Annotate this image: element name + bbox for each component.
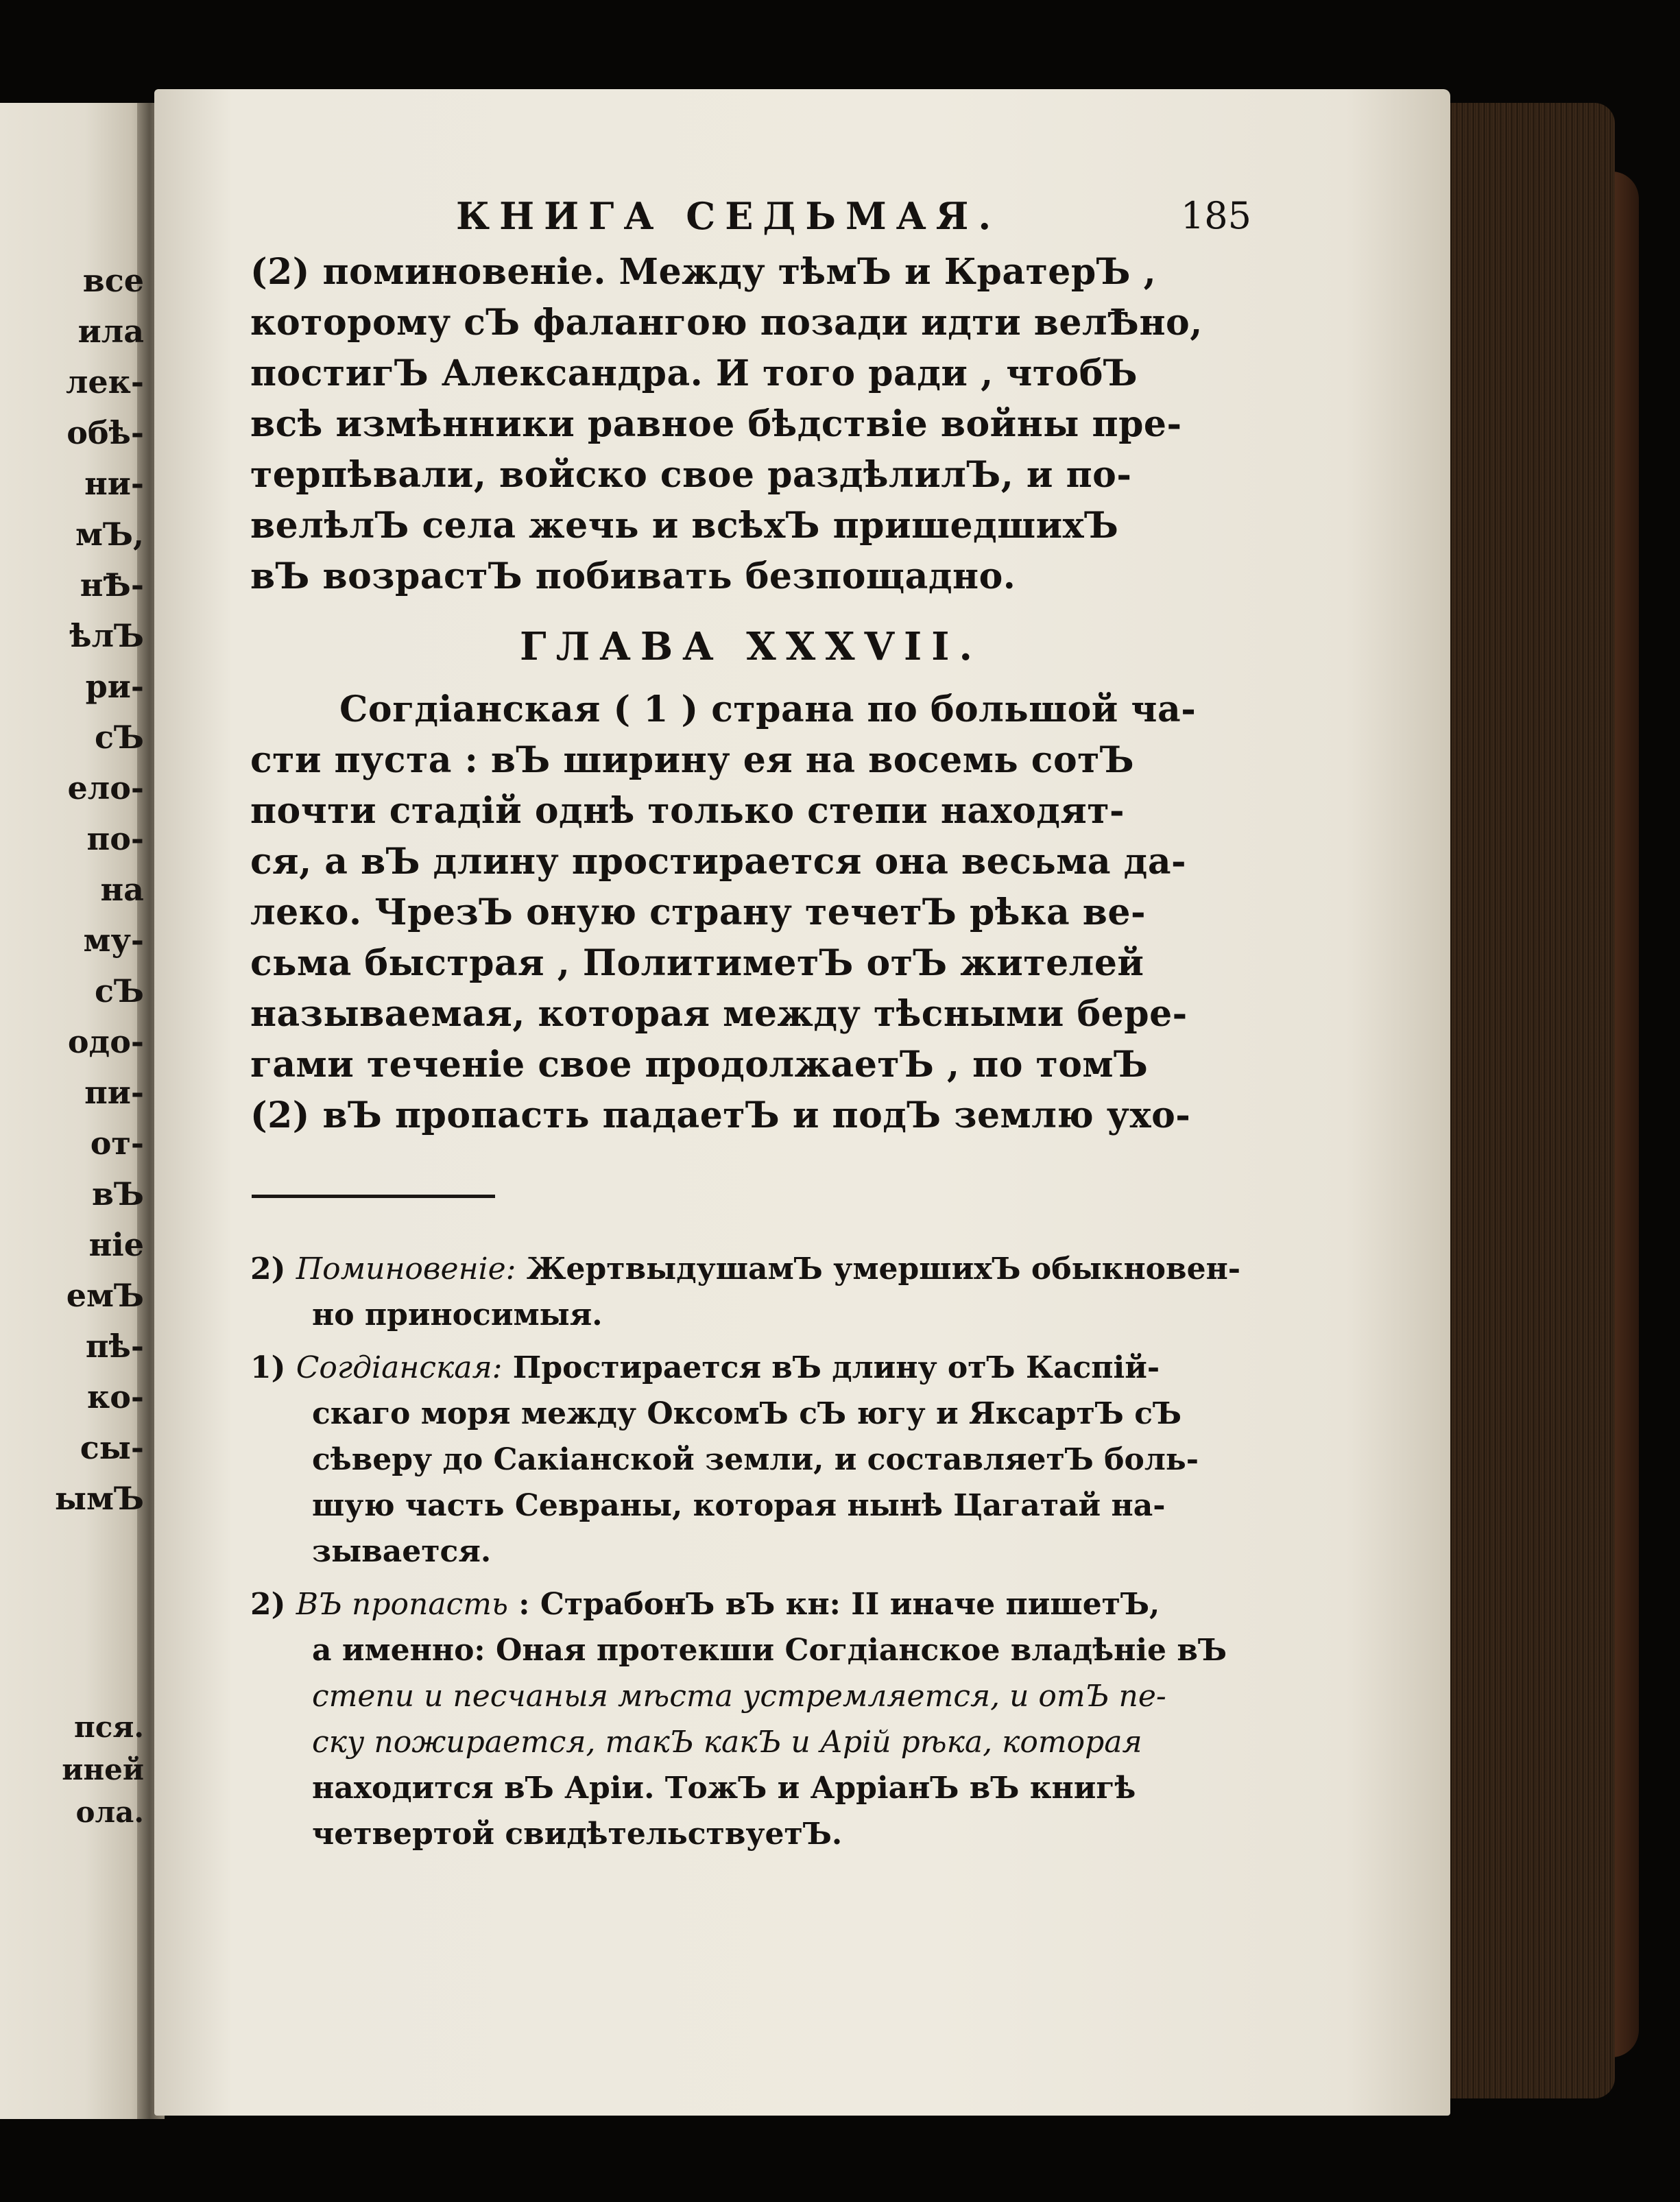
footnote-term: Согдіанская:	[296, 1350, 503, 1385]
chapter-heading: ГЛАВА XXXVII.	[520, 624, 982, 669]
left-fragment: емЪ	[66, 1277, 144, 1314]
left-fragment: ко-	[87, 1378, 144, 1415]
left-fragment: ола.	[75, 1795, 144, 1829]
footnote-marker: 1)	[250, 1350, 286, 1385]
footnote-line: шую часть Севраны, которая нынѣ Цагатай на-	[312, 1488, 1166, 1523]
left-fragment: по-	[86, 820, 144, 857]
footnote-line: сѣверу до Сакіанской земли, и составляетЪ боль-	[312, 1442, 1199, 1477]
text-line: ся, а вЪ длину простирается она весьма да-	[250, 841, 1187, 883]
footnote-line: но приносимыя.	[312, 1297, 603, 1332]
footnote-line: четвертой свидѣтельствуетЪ.	[312, 1817, 843, 1852]
running-head	[250, 185, 1251, 247]
text-line: Согдіанская ( 1 ) страна по большой ча-	[339, 689, 1197, 730]
text-line: (2) поминовеніе. Между тѣмЪ и КратерЪ ,	[250, 251, 1157, 293]
footnote-text: ЖертвыдушамЪ умершихЪ обыкновен-	[526, 1252, 1241, 1287]
left-page-text-fragments	[7, 255, 144, 1524]
page-edges	[1437, 103, 1615, 2098]
left-fragment: обѣ-	[67, 414, 144, 451]
footnote-line: а именно: Оная протекши Согдіанское владѣніе вЪ	[312, 1633, 1227, 1668]
left-fragment: мЪ,	[75, 516, 144, 553]
left-fragment: лек-	[65, 363, 144, 400]
left-fragment: пся.	[74, 1710, 144, 1744]
footnote-line: находится вЪ Аріи. ТожЪ и АрріанЪ вЪ книгѣ	[312, 1771, 1136, 1806]
left-fragment: сЪ	[94, 972, 144, 1009]
footnotes	[250, 1246, 1251, 1857]
left-fragment: пѣ-	[85, 1328, 144, 1365]
text-line: которому сЪ фалангою позади идти велѢно,	[250, 302, 1203, 344]
footnote-line	[250, 1345, 1251, 1391]
left-fragment: ніе	[88, 1226, 144, 1263]
footnote-marker: 2)	[250, 1587, 286, 1622]
footnote-line	[250, 1581, 1251, 1627]
left-fragment: пи-	[84, 1074, 144, 1111]
footnote-text: Простирается вЪ длину отЪ Каспій-	[512, 1350, 1160, 1385]
left-fragment: на	[100, 871, 144, 908]
left-fragment: ила	[77, 313, 144, 350]
footnote-divider	[252, 1195, 495, 1198]
left-fragment: ымЪ	[54, 1480, 144, 1517]
left-fragment: нѢ-	[80, 566, 144, 603]
text-line: велѣлЪ села жечь и всѣхЪ пришедшихЪ	[250, 505, 1119, 547]
text-block-top	[250, 247, 1251, 602]
text-line: называемая, которая между тѣсными бере-	[250, 993, 1188, 1035]
left-fragment: от-	[90, 1125, 144, 1162]
footnote-line: ску пожирается, такЪ какЪ и Арій рѣка, которая	[312, 1725, 1142, 1760]
left-fragment: ни-	[84, 465, 144, 502]
running-title: КНИГА СЕДЬМАЯ.	[456, 194, 1001, 238]
footnote-marker: 2)	[250, 1252, 286, 1287]
left-fragment: ри-	[85, 668, 144, 705]
footnote-line: степи и песчаныя мѣста устремляется, и отЪ пе-	[312, 1679, 1166, 1714]
left-fragment: сы-	[80, 1429, 144, 1466]
text-line: терпѣвали, войско свое раздѣлилЪ, и по-	[250, 454, 1132, 496]
footnote-line: скаго моря между ОксомЪ сЪ югу и ЯксартЪ сЪ	[312, 1396, 1182, 1431]
left-fragment: все	[82, 262, 144, 299]
text-line: (2) вЪ пропасть падаетЪ и подЪ землю ухо-	[250, 1094, 1191, 1136]
left-fragment: одо-	[67, 1023, 144, 1060]
text-line: леко. ЧрезЪ оную страну течетЪ рѣка ве-	[250, 891, 1147, 933]
left-fragment: вЪ	[92, 1175, 144, 1212]
left-fragment: му-	[83, 922, 144, 959]
page-content	[250, 185, 1251, 1857]
text-line: сьма быстрая , ПолитиметЪ отЪ жителей	[250, 942, 1144, 984]
text-line: постигЪ Александра. И того ради , чтобЪ	[250, 352, 1138, 394]
text-line: почти стадій однѣ только степи находят-	[250, 790, 1125, 832]
text-line: всѣ измѣнники равное бѣдствіе войны пре-	[250, 403, 1182, 445]
page-number: 185	[1180, 194, 1251, 237]
footnote-text: : СтрабонЪ вЪ кн: II иначе пишетЪ,	[518, 1587, 1160, 1622]
footnote	[250, 1581, 1251, 1857]
left-fragment: ело-	[67, 769, 144, 806]
text-line: гами теченіе свое продолжаетЪ , по томЪ	[250, 1044, 1149, 1086]
footnote-line: зывается.	[312, 1534, 492, 1569]
footnote-line	[250, 1246, 1251, 1292]
footnote	[250, 1345, 1251, 1575]
left-page-bottom-fragments	[7, 1706, 144, 1834]
left-fragment: ѣлЪ	[69, 617, 144, 654]
footnote-term: Поминовеніе:	[296, 1252, 516, 1287]
footnote	[250, 1246, 1251, 1338]
text-line: сти пуста : вЪ ширину ея на восемь сотЪ	[250, 739, 1135, 781]
left-fragment: сЪ	[94, 719, 144, 756]
text-line: вЪ возрастЪ побивать безпощадно.	[250, 555, 1016, 597]
footnote-term: ВЪ пропасть	[296, 1587, 508, 1622]
text-block-main	[250, 684, 1251, 1141]
left-fragment: иней	[62, 1753, 144, 1786]
